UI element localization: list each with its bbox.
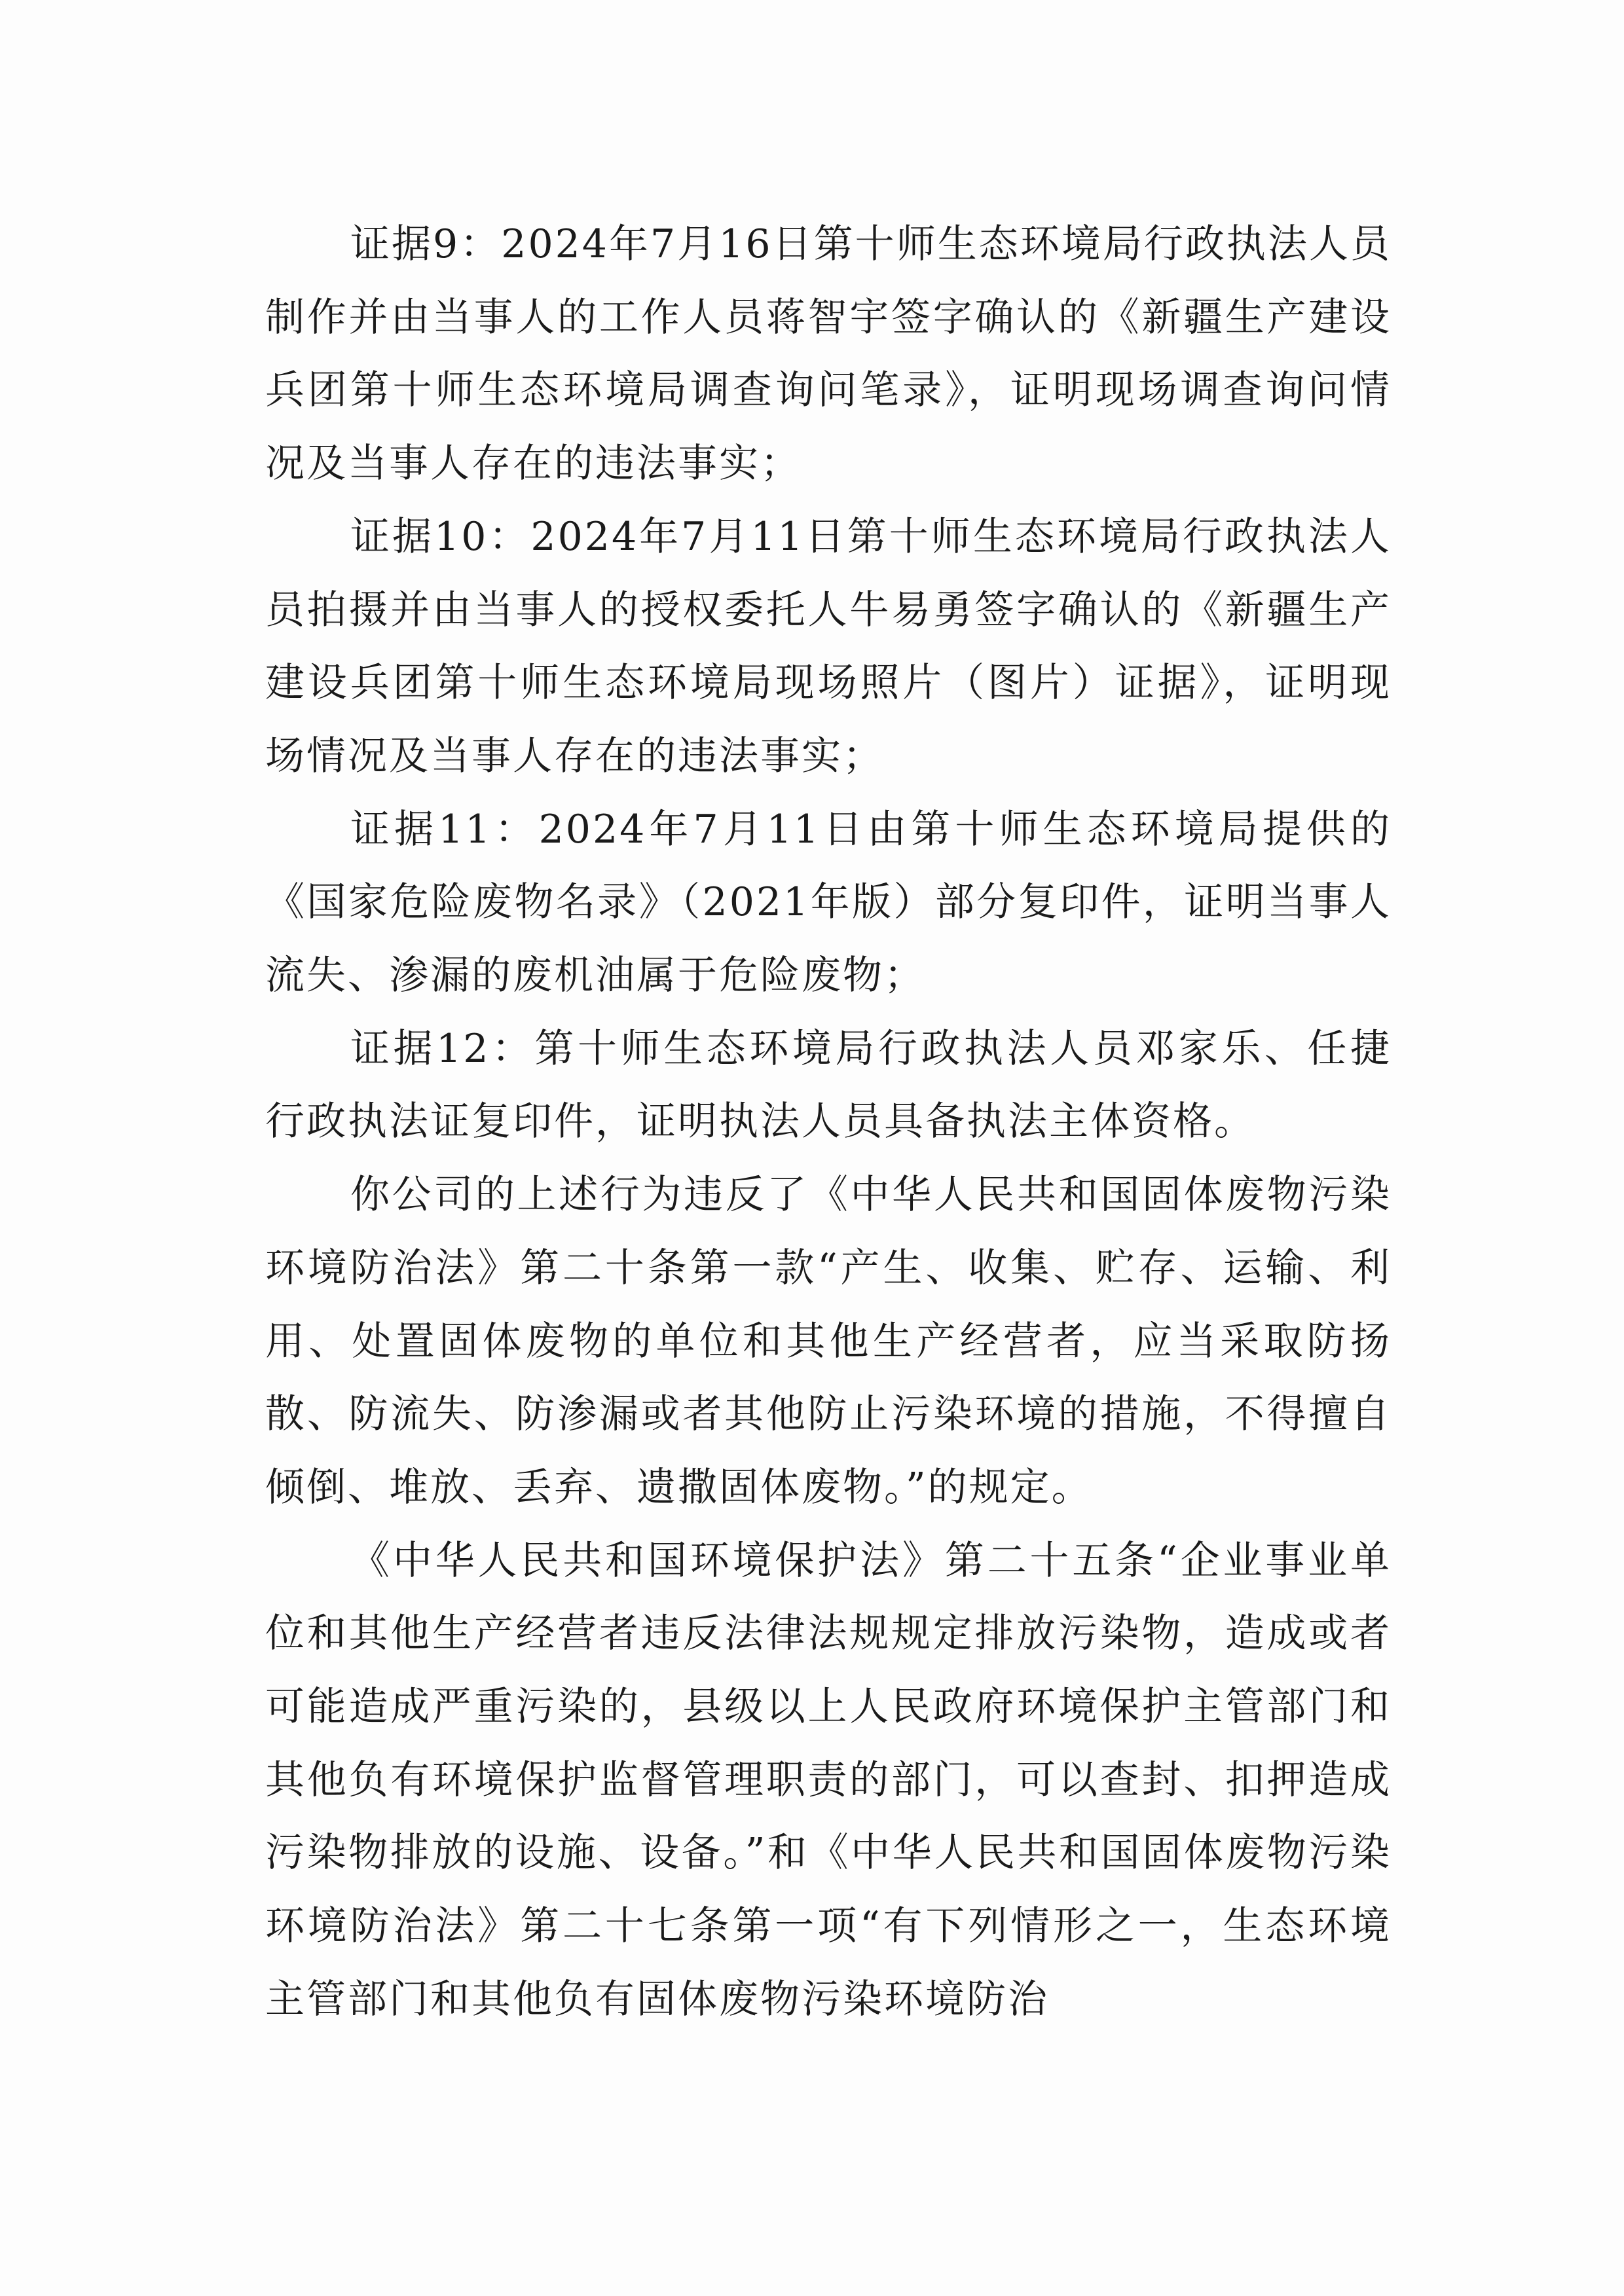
paragraph-evidence-12: 证据12：第十师生态环境局行政执法人员邓家乐、任捷行政执法证复印件，证明执法人员具备执法主体资格。 xyxy=(265,1025,1392,1145)
paragraph-evidence-10: 证据10：2024年7月11日第十师生态环境局行政执法人员拍摄并由当事人的授权委托人牛易勇签字确认的《新疆生产建设兵团第十师生态环境局现场照片（图片）证据》，证明现场情况及当事人存在的违法事实； xyxy=(265,513,1392,779)
paragraph-evidence-9: 证据9：2024年7月16日第十师生态环境局行政执法人员制作并由当事人的工作人员蒋智宇签字确认的《新疆生产建设兵团第十师生态环境局调查询问笔录》，证明现场调查询问情况及当事人存在的违法事实； xyxy=(265,221,1392,487)
paragraph-violation: 你公司的上述行为违反了《中华人民共和国固体废物污染环境防治法》第二十条第一款“产生、收集、贮存、运输、利用、处置固体废物的单位和其他生产经营者，应当采取防扬散、防流失、防渗漏或者其他防止污染环境的措施，不得擅自倾倒、堆放、丢弃、遗撒固体废物。”的规定。 xyxy=(265,1172,1392,1510)
paragraph-legal-basis: 《中华人民共和国环境保护法》第二十五条“企业事业单位和其他生产经营者违反法律法规规定排放污染物，造成或者可能造成严重污染的，县级以上人民政府环境保护主管部门和其他负有环境保护监督管理职责的部门，可以查封、扣押造成污染物排放的设施、设备。”和《中华人民共和国固体废物污染环境防治法》第二十七条第一项“有下列情形之一，生态环境主管部门和其他负有固体废物污染环境防治 xyxy=(265,1537,1392,2022)
document-body xyxy=(265,208,1392,2037)
paragraph-evidence-11: 证据11：2024年7月11日由第十师生态环境局提供的《国家危险废物名录》（2021年版）部分复印件，证明当事人流失、渗漏的废机油属于危险废物； xyxy=(265,806,1392,999)
